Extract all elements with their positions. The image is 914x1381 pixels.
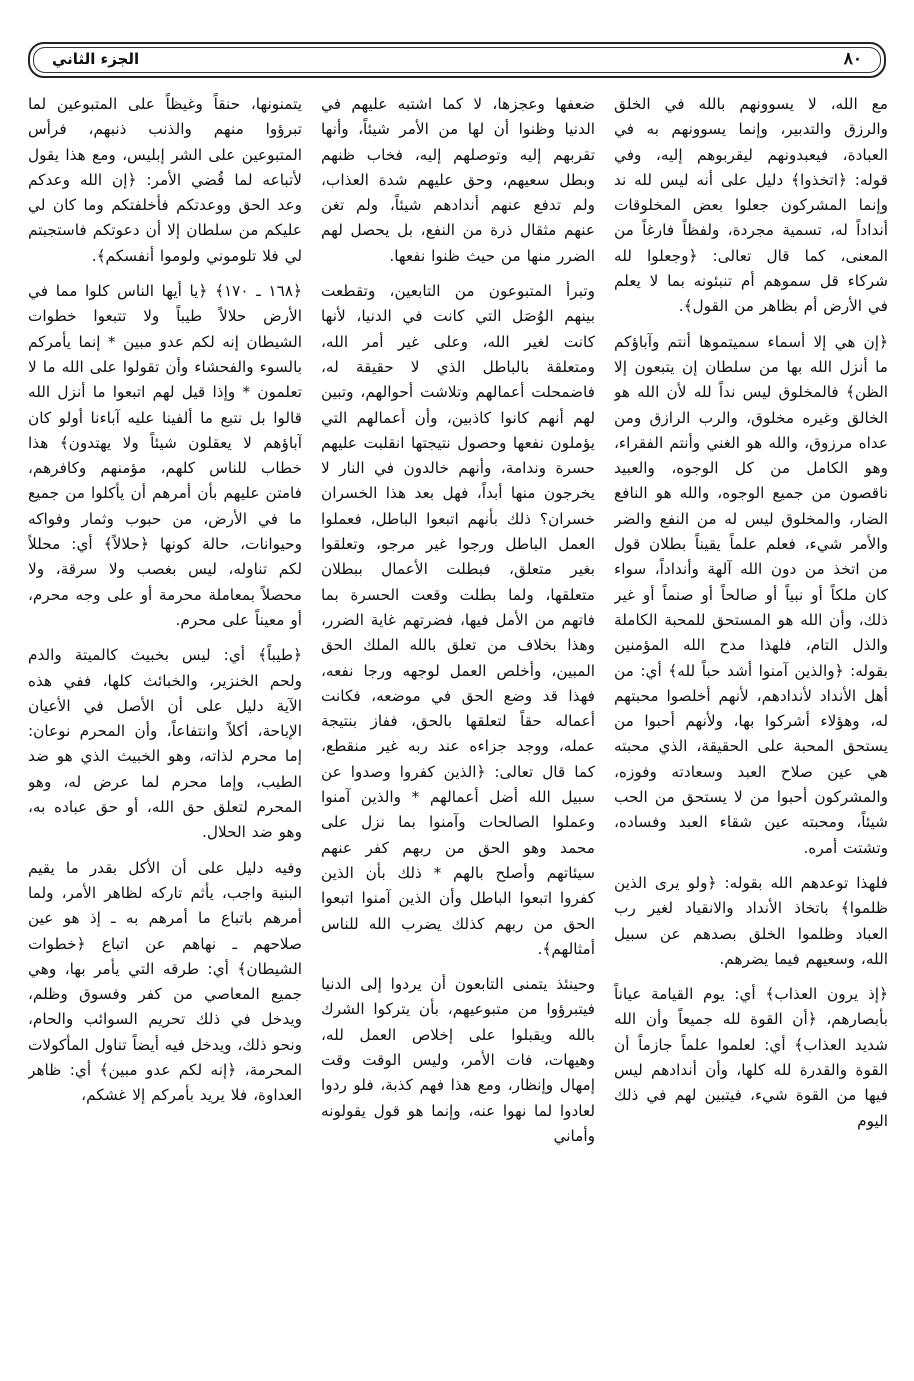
- paragraph: وتبرأ المتبوعون من التابعين، وتقطعت بينهم الوُصَل التي كانت في الدنيا، لأنها كانت لغير الله، وعلى غير أمر الله، ومتعلقة بالباطل الذي لا حقيقة له، فاضمحلت أعمالهم وتلاشت أحوالهم، وتبين لهم أنهم كانوا كاذبين، وأن أعمالهم التي يؤملون نفعها وحصول نتيجتها انقلبت عليهم حسرة وندامة، وأنهم خالدون في النار لا يخرجون منها أبداً، فهل بعد هذا الخسران خسران؟ ذلك بأنهم اتبعوا الباطل، فعملوا العمل الباطل ورجوا غير مرجو، وتعلقوا بغير متعلق، فبطلت الأعمال ببطلان متعلقها، ولما بطلت وقعت الحسرة بما فاتهم من الأمل فيها، فضرتهم غاية الضرر، وهذا بخلاف من تعلق بالله الملك الحق المبين، وأخلص العمل لوجهه ورجا نفعه، فهذا قد وضع الحق في موضعه، فكانت أعماله حقاً لتعلقها بالحق، ففاز بنتيجة عمله، ووجد جزاءه عند ربه غير منقطع، كما قال تعالى: ﴿الذين كفروا وصدوا عن سبيل الله أضل أعمالهم * والذين آمنوا وعملوا الصالحات وآمنوا بما نزل على محمد وهو الحق من ربهم كفر عنهم سيئاتهم وأصلح بالهم * ذلك بأن الذين كفروا اتبعوا الباطل وأن الذين آمنوا اتبعوا الحق من ربهم كذلك يضرب الله للناس أمثالهم﴾.: [321, 282, 595, 958]
- paragraph: وحينئذ يتمنى التابعون أن يردوا إلى الدنيا فيتبرؤوا من متبوعيهم، بأن يتركوا الشرك بالله ويقبلوا على إخلاص العمل لله، وهيهات، فات الأمر، وليس الوقت وقت إمهال وإنظار، ومع هذا فهم كذبة، فلو ردوا لعادوا لما نهوا عنه، وإنما هو قول يقولونه وأماني: [321, 975, 595, 1145]
- paragraph: فلهذا توعدهم الله بقوله: ﴿ولو يرى الذين ظلموا﴾ باتخاذ الأنداد والانقياد لغير رب العباد وظلموا الخلق بصدهم عن سبيل الله، وسعيهم فيما يضرهم.: [614, 873, 888, 968]
- page-number: ٨٠: [843, 49, 862, 69]
- part-label: الجزء الثاني: [52, 50, 140, 68]
- paragraph: ﴿إن هي إلا أسماء سميتموها أنتم وآباؤكم ما أنزل الله بها من سلطان إن يتبعون إلا الظن﴾ فالمخلوق ليس نداً لله لأن الله هو الخالق وغيره مخلوق، والرب الرازق ومن عداه مرزوق، والله هو الغني وأنتم الفقراء، وهو الكامل من كل الوجوه، والعبيد ناقصون من جميع الوجوه، والله هو النافع الضار، والمخلوق ليس له من النفع والضر والأمر شيء، فعلم علماً يقيناً بطلان قول من اتخذ من دون الله آلهة وأنداداً، سواء كان ملكاً أو نبياً أو صالحاً أو صنماً أو غير ذلك، وأن الله هو المستحق للمحبة الكاملة والذل التام، فلهذا مدح الله المؤمنين بقوله: ﴿والذين آمنوا أشد حباً لله﴾ أي: من أهل الأنداد لأندادهم، لأنهم أخلصوا محبتهم له، وهؤلاء أشركوا بها، ولأنهم أحبوا من يستحق المحبة على الحقيقة، الذي محبته هي عين صلاح العبد وسعادته وفوزه، والمشركون أحبوا من لا يستحق من الحب شيئاً، ومحبته عين شقاء العبد وفساده، وتشتت أمره.: [614, 332, 888, 857]
- column-middle: [321, 92, 595, 1374]
- column-right: [614, 92, 888, 1374]
- text-columns: [28, 92, 888, 1374]
- paragraph: يتمنونها، حنقاً وغيظاً على المتبوعين لما تبرؤوا منهم والذنب ذنبهم، فرأس المتبوعين على الشر إبليس، ومع هذا يقول لأتباعه لما قُضي الأمر: ﴿إن الله وعدكم وعد الحق ووعدتكم فأخلفتكم وما كان لي عليكم من سلطان إلا أن دعوتكم فاستجبتم لي فلا تلوموني ولوموا أنفسكم﴾.: [28, 95, 302, 265]
- paragraph: ﴿طيباً﴾ أي: ليس بخبيث كالميتة والدم ولحم الخنزير، والخبائث كلها، ففي هذه الآية دليل على أن الأصل في الأعيان الإباحة، أكلاً وانتفاعاً، وأن المحرم نوعان: إما محرم لذاته، وهو الخبيث الذي هو ضد الطيب، وإما محرم لما عرض له، وهو المحرم لتعلق حق الله، أو حق عباده به، وهو ضد الحلال.: [28, 646, 302, 842]
- paragraph: مع الله، لا يسوونهم بالله في الخلق والرزق والتدبير، وإنما يسوونهم به في العبادة، فيعبدونهم ليقربوهم إليه، وفي قوله: ﴿اتخذوا﴾ دليل على أنه ليس لله ند وإنما المشركون جعلوا بعض المخلوقات أنداداً له، تسمية مجردة، ولفظاً فارغاً من المعنى، كما قال تعالى: ﴿وجعلوا لله شركاء قل سموهم أم تنبئونه بما لا يعلم في الأرض أم بظاهر من القول﴾.: [614, 95, 888, 316]
- page-header: [28, 42, 886, 78]
- column-left: [28, 92, 302, 1374]
- paragraph: ﴿١٦٨ ـ ١٧٠﴾ ﴿يا أيها الناس كلوا مما في الأرض حلالاً طيباً ولا تتبعوا خطوات الشيطان إنه لكم عدو مبين * إنما يأمركم بالسوء والفحشاء وأن تقولوا على الله ما لا تعلمون * وإذا قيل لهم اتبعوا ما أنزل الله قالوا بل نتبع ما ألفينا عليه آباءنا أولو كان آباؤهم لا يعقلون شيئاً ولا يهتدون﴾ هذا خطاب للناس كلهم، مؤمنهم وكافرهم، فامتن عليهم بأن أمرهم أن يأكلوا من جميع ما في الأرض، من حبوب وثمار وفواكه وحيوانات، حالة كونها ﴿حلالاً﴾ أي: محللاً لكم تناوله، ليس بغصب ولا سرقة، ولا محصلاً بمعاملة محرمة أو على وجه محرم، أو معيناً على محرم.: [28, 282, 302, 629]
- paragraph: ضعفها وعجزها، لا كما اشتبه عليهم في الدنيا وظنوا أن لها من الأمر شيئاً، وأنها تقربهم إليه وتوصلهم إليه، فخاب ظنهم وبطل سعيهم، وحق عليهم شدة العذاب، ولم تدفع عنهم أندادهم شيئاً، ولم تغن عنهم مثقال ذرة من النفع، بل يحصل لهم الضرر منها من حيث ظنوا نفعها.: [321, 95, 595, 265]
- paragraph: ﴿إذ يرون العذاب﴾ أي: يوم القيامة عياناً بأبصارهم، ﴿أن القوة لله جميعاً وأن الله شديد العذاب﴾ أي: لعلموا علماً جازماً أن القوة والقدرة لله كلها، وأن أندادهم ليس فيها من القوة شيء، فيتبين لهم في ذلك اليوم: [614, 985, 888, 1130]
- paragraph: وفيه دليل على أن الأكل بقدر ما يقيم البنية واجب، يأثم تاركه لظاهر الأمر، ولما أمرهم باتباع ما أمرهم به ـ إذ هو عين صلاحهم ـ نهاهم عن اتباع ﴿خطوات الشيطان﴾ أي: طرقه التي يأمر بها، وهي جميع المعاصي من كفر وفسوق وظلم، ويدخل في ذلك تحريم السوائب والحام، ونحو ذلك، ويدخل فيه أيضاً تناول المأكولات المحرمة، ﴿إنه لكم عدو مبين﴾ أي: ظاهر العداوة، فلا يريد بأمركم إلا غشكم،: [28, 858, 302, 1105]
